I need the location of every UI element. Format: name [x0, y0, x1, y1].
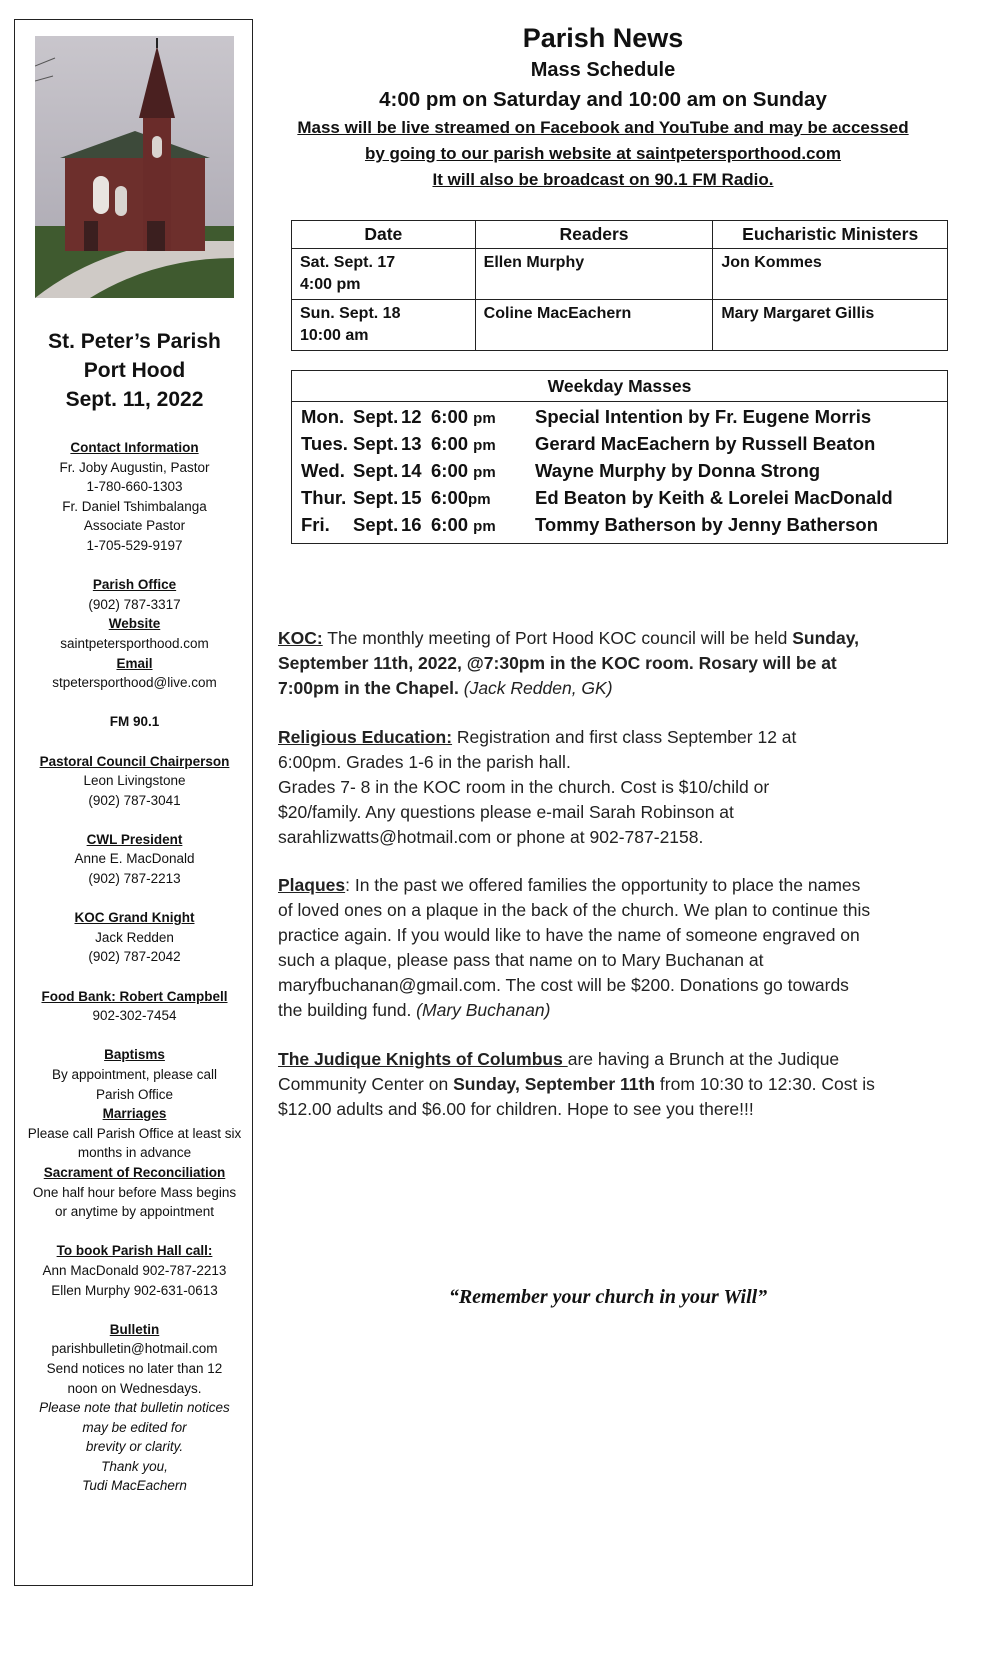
stream-notice-line: Mass will be live streamed on Facebook and YouTube and may be accessed — [297, 118, 909, 137]
weekday-row: Fri. Sept. 16 6:00 pm Tommy Batherson by Jenny Batherson — [301, 512, 938, 539]
cwl-heading: CWL President — [86, 831, 183, 847]
religious-education-notice: Religious Education: Registration and first class September 12 at 6:00pm. Grades 1-6 in the parish hall. Grades 7- 8 in the KOC room in the church. Cost is $10/child or $20/family. Any questions please e-mail Sarah Robinson at sarahlizwatts@hotmail.com or phone at 902-787-2158. — [278, 727, 797, 847]
column-header: Readers — [475, 221, 713, 249]
foodbank-heading: Food Bank: Robert Campbell — [41, 988, 228, 1004]
church-photo — [35, 36, 234, 298]
hall-contact: Ellen Murphy 902-631-0613 — [51, 1282, 218, 1298]
bulletin-email[interactable]: parishbulletin@hotmail.com — [51, 1341, 218, 1357]
ministers-table — [291, 220, 948, 351]
religious-education-heading: Religious Education: — [278, 727, 453, 747]
council-phone: (902) 787-3041 — [88, 792, 181, 808]
hall-contact: Ann MacDonald 902-787-2213 — [42, 1262, 227, 1278]
plaques-credit: (Mary Buchanan) — [411, 1000, 551, 1020]
table-row — [292, 249, 948, 300]
mass-intention: Wayne Murphy by Donna Strong — [535, 460, 821, 481]
bulletin-heading: Bulletin — [109, 1321, 160, 1337]
bulletin-note: may be edited for — [82, 1419, 187, 1435]
koc-grand-knight-phone: (902) 787-2042 — [88, 949, 181, 965]
hall-heading: To book Parish Hall call: — [56, 1243, 213, 1259]
bulletin-signature: Tudi MacEachern — [82, 1478, 187, 1494]
council-name: Leon Livingstone — [83, 773, 186, 789]
column-header: Date — [292, 221, 476, 249]
office-phone: (902) 787-3317 — [88, 596, 181, 612]
cwl-name: Anne E. MacDonald — [74, 851, 195, 867]
reconciliation-heading: Sacrament of Reconciliation — [43, 1164, 226, 1180]
marriages-line: months in advance — [77, 1145, 192, 1161]
baptisms-line: By appointment, please call — [51, 1067, 218, 1082]
parish-location: Port Hood — [83, 359, 186, 382]
bulletin-note: brevity or clarity. — [85, 1439, 184, 1455]
table-header-row — [292, 221, 948, 249]
judique-heading: The Judique Knights of Columbus — [278, 1049, 568, 1069]
weekday-row: Tues. Sept. 13 6:00 pm Gerard MacEachern by Russell Beaton — [301, 431, 938, 458]
email-link[interactable]: stpetersporthood@live.com — [52, 675, 217, 691]
website-heading: Website — [108, 616, 161, 632]
weekday-heading: Weekday Masses — [292, 371, 948, 402]
marriages-heading: Marriages — [102, 1106, 167, 1122]
koc-grand-knight-heading: KOC Grand Knight — [74, 910, 195, 926]
bulletin-line: noon on Wednesdays. — [67, 1380, 202, 1396]
website-link[interactable]: saintpetersporthood.com — [60, 635, 209, 651]
foodbank-phone: 902-302-7454 — [92, 1008, 177, 1024]
bulletin-date: Sept. 11, 2022 — [65, 388, 204, 411]
mass-intention: Tommy Batherson by Jenny Batherson — [535, 514, 879, 535]
minister-cell: Jon Kommes — [713, 249, 948, 300]
mass-schedule-heading: Mass Schedule — [530, 59, 676, 81]
koc-notice: KOC: The monthly meeting of Port Hood KOC council will be held Sunday, September 11th, 2022, @7:30pm in the KOC room. Rosary will be at 7:00pm in the Chapel. (Jack Redden, GK) — [278, 628, 859, 698]
bulletin-note: Please note that bulletin notices — [39, 1400, 230, 1416]
mass-intention: Gerard MacEachern by Russell Beaton — [535, 433, 876, 454]
plaques-notice: Plaques: In the past we offered families the opportunity to place the names of loved ones on a plaque in the back of the church. We plan to continue this practice again. If you would like to have the name of someone engraved on such a plaque, please pass that name on to Mary Buchanan at maryfbuchanan@gmail.com. The cost will be $200. Donations go towards the building fund. (Mary Buchanan) — [278, 875, 871, 1020]
weekday-row: Wed. Sept. 14 6:00 pm Wayne Murphy by Donna Strong — [301, 458, 938, 485]
judique-notice: The Judique Knights of Columbus are having a Brunch at the Judique Community Center on Sunday, September 11th from 10:30 to 12:30. Cost is $12.00 adults and $6.00 for children. Hope to see you there!!! — [278, 1049, 875, 1119]
koc-credit: (Jack Redden, GK) — [458, 678, 613, 698]
email-heading: Email — [116, 655, 153, 671]
marriages-line: Please call Parish Office at least six — [27, 1125, 242, 1141]
baptisms-heading: Baptisms — [104, 1047, 165, 1063]
koc-grand-knight-name: Jack Redden — [95, 929, 174, 945]
weekday-masses-table — [291, 370, 948, 544]
table-row — [292, 300, 948, 351]
news-header — [263, 20, 943, 193]
stream-notice-line: It will also be broadcast on 90.1 FM Radio. — [432, 170, 774, 189]
mass-intention: Ed Beaton by Keith & Lorelei MacDonald — [535, 487, 893, 508]
reader-cell: Ellen Murphy — [475, 249, 713, 300]
contact-heading: Contact Information — [70, 440, 199, 455]
associate-name: Fr. Daniel Tshimbalanga — [62, 498, 207, 514]
column-header: Eucharistic Ministers — [713, 221, 948, 249]
pastor-name: Fr. Joby Augustin, Pastor — [59, 459, 210, 475]
parish-name: St. Peter’s Parish — [48, 330, 221, 353]
date-cell: Sat. Sept. 17 4:00 pm — [292, 249, 476, 300]
mass-intention: Special Intention by Fr. Eugene Morris — [535, 406, 872, 427]
page-title: Parish News — [522, 23, 684, 53]
weekday-row: Mon. Sept. 12 6:00 pm Special Intention by Fr. Eugene Morris — [301, 404, 938, 431]
bulletin-note: Thank you, — [101, 1458, 168, 1474]
parish-header — [15, 327, 254, 414]
office-heading: Parish Office — [92, 577, 177, 593]
bulletin-line: Send notices no later than 12 — [46, 1360, 223, 1376]
council-heading: Pastoral Council Chairperson — [39, 753, 230, 769]
reconciliation-line: One half hour before Mass begins — [32, 1184, 237, 1200]
reconciliation-line: or anytime by appointment — [54, 1204, 215, 1220]
weekday-list — [292, 402, 948, 544]
radio-station: FM 90.1 — [109, 714, 160, 730]
cwl-phone: (902) 787-2213 — [88, 871, 181, 887]
sidebar — [14, 19, 253, 1586]
associate-title: Associate Pastor — [83, 518, 186, 534]
date-cell: Sun. Sept. 18 10:00 am — [292, 300, 476, 351]
closing-quote: “Remember your church in your Will” — [448, 1286, 768, 1308]
stream-notice-line: by going to our parish website at saintpetersporthood.com — [364, 144, 842, 163]
associate-phone: 1-705-529-9197 — [86, 537, 183, 553]
weekday-row: Thur. Sept. 15 6:00pm Ed Beaton by Keith & Lorelei MacDonald — [301, 485, 938, 512]
baptisms-line: Parish Office — [95, 1086, 174, 1102]
pastor-phone: 1-780-660-1303 — [86, 479, 183, 495]
mass-times: 4:00 pm on Saturday and 10:00 am on Sunday — [379, 88, 827, 111]
minister-cell: Mary Margaret Gillis — [713, 300, 948, 351]
plaques-heading: Plaques — [278, 875, 346, 895]
contact-directory — [15, 438, 254, 1496]
reader-cell: Coline MacEachern — [475, 300, 713, 351]
koc-heading: KOC: — [278, 628, 323, 648]
